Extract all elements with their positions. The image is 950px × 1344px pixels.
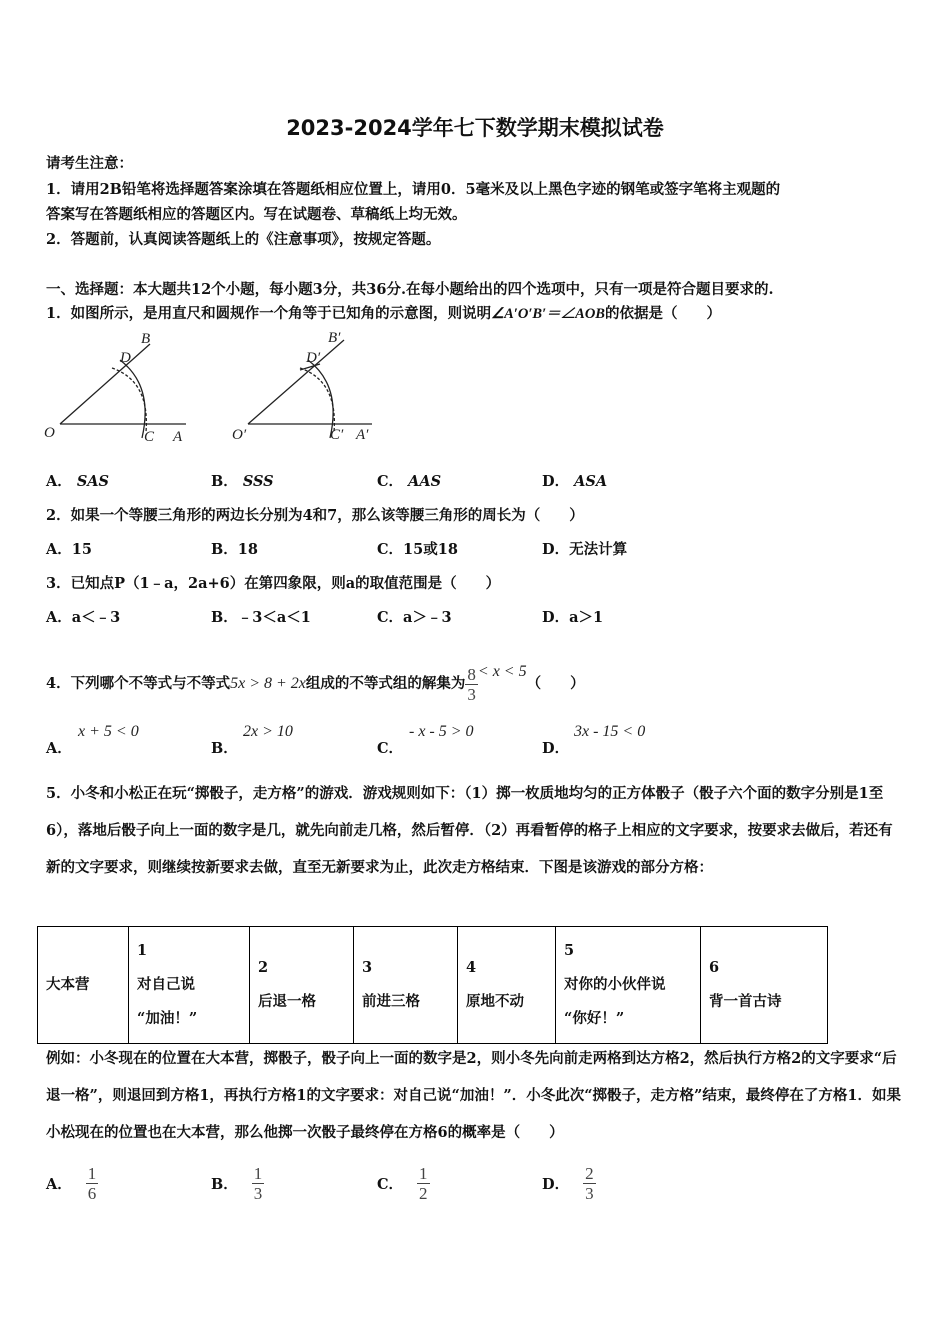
q4-option-c-value: - x - 5 > 0: [409, 723, 474, 740]
q3-option-c[interactable]: C．a＞﹣3: [377, 609, 452, 626]
q4-option-d-value: 3x - 15 < 0: [574, 723, 646, 740]
label-d-prime: D′: [306, 350, 321, 366]
arc-dashed-prime: [300, 368, 334, 432]
q1-text-post: 的依据是（ ）: [604, 305, 721, 322]
notice-heading: 请考生注意：: [46, 155, 133, 172]
question-2-text: 2．如果一个等腰三角形的两边长分别为4和7，那么该等腰三角形的周长为（ ）: [46, 507, 584, 524]
label-b: B: [141, 331, 151, 347]
notice-line-2: 答案写在答题纸相应的答题区内。写在试题卷、草稿纸上均无效。: [46, 206, 467, 223]
q5-option-b[interactable]: B． $\frac{1}{3}$: [211, 1164, 263, 1203]
cell-6: 6 背一首古诗: [701, 927, 828, 1044]
q4-inequality: 5x > 8 + 2x: [230, 675, 306, 692]
label-c: C: [144, 429, 155, 445]
q2-option-a[interactable]: A．15: [46, 541, 92, 558]
q2-option-d[interactable]: D．无法计算: [542, 541, 628, 558]
q1-option-c[interactable]: C． AAS: [377, 473, 442, 490]
q4-option-b-letter[interactable]: B．: [211, 740, 238, 757]
q3-option-a[interactable]: A．a＜﹣3: [46, 609, 121, 626]
q4-text-mid: 组成的不等式组的解集为: [305, 675, 466, 692]
ray-ob: [60, 344, 150, 424]
label-a: A: [173, 429, 183, 445]
question-4-text: [46, 642, 585, 714]
q3-option-d[interactable]: D．a＞1: [542, 609, 604, 626]
q2-option-c[interactable]: C．15或18: [377, 541, 458, 558]
q1-option-d[interactable]: D． ASA: [542, 473, 608, 490]
label-a-prime: A′: [356, 427, 369, 443]
cell-1: 1 对自己说 “加油！”: [129, 927, 250, 1044]
cell-5: 5 对你的小伙伴说 “你好！”: [556, 927, 701, 1044]
cell-3: 3 前进三格: [354, 927, 458, 1044]
q4-option-d-letter[interactable]: D．: [542, 740, 570, 757]
q1-angle-math: ∠A′O′B′＝∠AOB: [491, 306, 605, 322]
label-o: O: [44, 425, 55, 441]
game-grid-table: [37, 926, 828, 1044]
q5-option-d[interactable]: D． $\frac{2}{3}$: [542, 1164, 594, 1203]
q4-option-a-value: x + 5 < 0: [78, 723, 139, 740]
label-o-prime: O′: [232, 427, 247, 443]
question-3-text: 3．已知点P（1﹣a，2a+6）在第四象限，则a的取值范围是（ ）: [46, 575, 501, 592]
question-1-text: [46, 302, 721, 323]
q5-option-a[interactable]: A． $\frac{1}{6}$: [46, 1164, 97, 1203]
q1-option-a[interactable]: A． SAS: [46, 473, 110, 490]
label-b-prime: B′: [328, 330, 341, 346]
q4-text-pre: 4．下列哪个不等式与不等式: [46, 675, 231, 692]
notice-line-3: 2．答题前，认真阅读答题纸上的《注意事项》，按规定答题。: [46, 231, 441, 248]
cell-2: 2 后退一格: [250, 927, 354, 1044]
q4-solution-rest: < x < 5: [477, 663, 527, 680]
q1-text-pre: 1．如图所示，是用直尺和圆规作一个角等于已知角的示意图，则说明: [46, 305, 492, 322]
ray-ob-prime: [248, 340, 344, 424]
label-d: D: [120, 350, 131, 366]
label-c-prime: C′: [330, 427, 344, 443]
arc-solid: [120, 360, 145, 438]
q4-option-b-value: 2x > 10: [243, 723, 293, 740]
q4-option-a-letter[interactable]: A．: [46, 740, 72, 757]
question-5-example: 例如：小冬现在的位置在大本营，掷骰子，骰子向上一面的数字是2，则小冬先向前走两格到达方格2，然后执行方格2的文字要求“后退一格”，则退回到方格1，再执行方格1的文字要求：对自己说“加油！”．小冬此次“掷骰子，走方格”结束，最终停在了方格1．如果小松现在的位置也在大本营，那么他掷一次骰子最终停在方格6的概率是（ ）: [46, 1050, 901, 1141]
q5-option-c[interactable]: C． $\frac{1}{2}$: [377, 1164, 428, 1203]
q3-option-b[interactable]: B．﹣3＜a＜1: [211, 609, 311, 626]
q4-option-c-letter[interactable]: C．: [377, 740, 404, 757]
arc-dashed: [112, 368, 146, 432]
cell-4: 4 原地不动: [458, 927, 556, 1044]
q1-construction-figure: [38, 326, 378, 452]
section-heading: 一、选择题：本大题共12个小题，每小题3分，共36分.在每小题给出的四个选项中，只有一项是符合题目要求的.: [46, 281, 774, 298]
q4-solution-fraction: $\frac{8}{3}$: [467, 664, 476, 704]
cell-base-camp: 大本营: [38, 927, 129, 1044]
notice-line-1: 1．请用2B铅笔将选择题答案涂填在答题纸相应位置上，请用0．5毫米及以上黑色字迹的钢笔或签字笔将主观题的: [46, 181, 781, 198]
q2-option-b[interactable]: B．18: [211, 541, 258, 558]
question-5-text: 5．小冬和小松正在玩“掷骰子，走方格”的游戏．游戏规则如下：（1）掷一枚质地均匀的正方体骰子（骰子六个面的数字分别是1至6），落地后骰子向上一面的数字是几，就先向前走几格，然后暂停．（2）再看暂停的格子上相应的文字要求，按要求去做后，若还有新的文字要求，则继续按新要求去做，直至无新要求为止，此次走方格结束．下图是该游戏的部分方格：: [46, 785, 893, 876]
page-title: 2023-2024学年七下数学期末模拟试卷: [286, 116, 664, 140]
q4-text-post: （ ）: [526, 675, 585, 692]
q1-option-b[interactable]: B． SSS: [211, 473, 274, 490]
